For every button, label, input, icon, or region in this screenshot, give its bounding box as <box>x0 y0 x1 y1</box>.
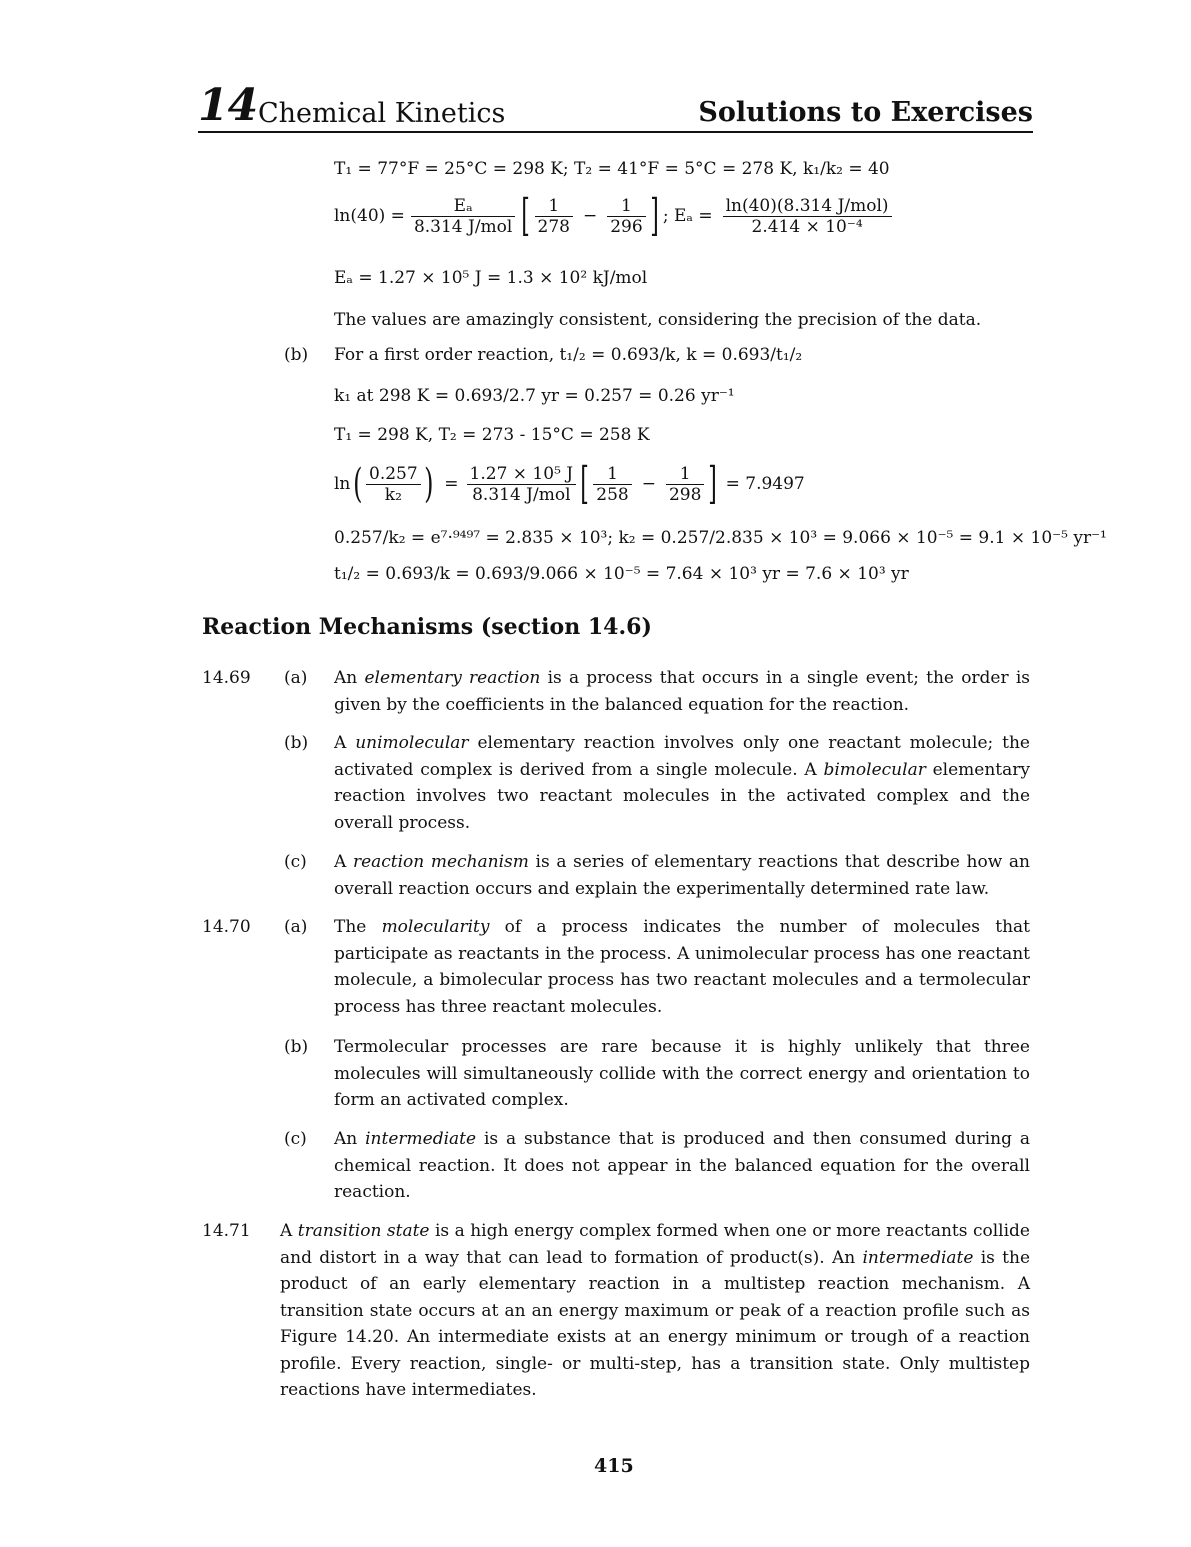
exercise-number: 14.69 <box>202 668 251 688</box>
term-unimolecular: unimolecular <box>355 733 469 753</box>
text-run: A <box>334 733 356 753</box>
k2-line: 0.257/k₂ = e⁷·⁹⁴⁹⁷ = 2.835 × 10³; k₂ = 0.257/2.835 × 10³ = 9.066 × 10⁻⁵ = 9.1 × 10⁻⁵ yr⁻¹ <box>334 528 1107 548</box>
section-heading: Reaction Mechanisms (section 14.6) <box>202 614 652 640</box>
inv-t1-den: 278 <box>537 216 570 237</box>
term-elementary-reaction: elementary reaction <box>364 668 541 688</box>
ratio-den: k₂ <box>384 484 402 505</box>
half-life-line: t₁/₂ = 0.693/k = 0.693/9.066 × 10⁻⁵ = 7.64 × 10³ yr = 7.6 × 10³ yr <box>334 564 909 584</box>
ea-fraction-den: 8.314 J/mol <box>413 216 513 237</box>
text-run: is a high energy complex formed when one or more reactants collide and distort in a way that can lead to formation of product(s). An <box>280 1221 1030 1268</box>
text-run: elementary reaction involves two reactant molecules in the activated complex and the overall process. <box>334 759 1030 833</box>
item-label: (c) <box>284 1129 307 1149</box>
ratio-num: 0.257 <box>366 464 421 485</box>
left-bracket-b: [ <box>580 458 589 509</box>
item-label: (c) <box>284 852 307 872</box>
ea-result-fraction <box>723 196 892 237</box>
ea-result-num: ln(40)(8.314 J/mol) <box>723 196 892 217</box>
left-bracket: [ <box>521 190 531 241</box>
text-run: is the product of an early elementary reaction in a multistep reaction mechanism. A transition state occurs at an an energy maximum or peak of a reaction profile such as Figure 14.20. An intermediate exists at an energy minimum or trough of a reaction profile. Every reaction, single- or multi-step, has a transition state. Only multistep reactions have intermediates. <box>280 1247 1031 1400</box>
inv-298-den: 298 <box>668 484 702 505</box>
term-molecularity: molecularity <box>381 917 490 937</box>
page-number: 415 <box>594 1455 634 1477</box>
term-bimolecular: bimolecular <box>823 759 926 780</box>
text-run: is a process that occurs in a single event; the order is given by the coefficients in the balanced equation for the reaction. <box>334 668 1030 715</box>
item-label: (a) <box>284 917 308 937</box>
exercise-number: 14.70 <box>202 917 251 937</box>
answer-paragraph <box>334 1126 1030 1206</box>
part-b-label: (b) <box>284 345 309 365</box>
temperature-line: T₁ = 77°F = 25°C = 298 K; T₂ = 41°F = 5°C = 278 K, k₁/k₂ = 40 <box>334 159 890 179</box>
inv-298-fraction <box>666 464 704 505</box>
eq-ln40: ln(40) = <box>334 206 405 226</box>
item-label: (b) <box>284 733 309 753</box>
answer-paragraph <box>334 914 1030 1020</box>
ea-fraction-num: Eₐ <box>411 196 515 217</box>
inverse-t2-fraction <box>607 196 645 237</box>
answer-paragraph <box>280 1218 1030 1404</box>
text-run: The <box>334 917 382 937</box>
answer-paragraph <box>334 730 1030 836</box>
answer-paragraph: Termolecular processes are rare because it is highly unlikely that three molecules will simultaneously collide with the correct energy and orientation to form an activated complex. <box>334 1037 1030 1110</box>
term-transition-state: transition state <box>297 1221 430 1241</box>
text-run: elementary reaction involves only one reactant molecule; the activated complex is derived from a single molecule. A <box>334 733 1030 780</box>
energy-den: 8.314 J/mol <box>472 484 571 505</box>
inv-t2-den: 296 <box>610 216 643 237</box>
inv-258-den: 258 <box>596 484 629 505</box>
eq-ln: ln <box>334 474 351 494</box>
left-paren: ( <box>353 461 363 507</box>
running-header-title: Solutions to Exercises <box>698 97 1033 128</box>
inv-t2-num: 1 <box>607 196 645 217</box>
text-run: An <box>334 1129 366 1149</box>
text-run: of a process indicates the number of molecules that participate as reactants in the process. A unimolecular process has one reactant molecule, a bimolecular process has two reactant molecules and a termolecular process has three reactant molecules. <box>334 917 1030 1017</box>
right-bracket-b: ] <box>708 458 718 509</box>
answer-paragraph <box>334 849 1030 902</box>
temperatures-b-line: T₁ = 298 K, T₂ = 273 - 15°C = 258 K <box>334 425 650 445</box>
text-run: A <box>334 852 353 872</box>
k1-line: k₁ at 298 K = 0.693/2.7 yr = 0.257 = 0.26 yr⁻¹ <box>334 386 735 406</box>
inv-298-num: 1 <box>666 464 704 485</box>
ea-result-line: Eₐ = 1.27 × 10⁵ J = 1.3 × 10² kJ/mol <box>334 268 648 288</box>
eq-result: = 7.9497 <box>725 474 805 494</box>
text-run: is a series of elementary reactions that describe how an overall reaction occurs and explain the experimentally determined rate law. <box>334 852 1030 899</box>
eq-equals: = <box>444 474 459 494</box>
exercise-number: 14.71 <box>202 1221 251 1241</box>
item-label: (a) <box>284 668 308 688</box>
inv-258-num: 1 <box>593 464 631 485</box>
inv-t1-num: 1 <box>535 196 573 217</box>
right-paren: ) <box>423 461 434 507</box>
text-run: is a substance that is produced and then consumed during a chemical reaction. It does not appear in the balanced equation for the overall reaction. <box>334 1129 1030 1202</box>
chapter-title: Chemical Kinetics <box>258 98 506 129</box>
ratio-fraction <box>366 464 421 505</box>
energy-num: 1.27 × 10⁵ J <box>467 464 577 485</box>
text-run: An <box>334 668 365 688</box>
term-reaction-mechanism: reaction mechanism <box>352 852 529 872</box>
consistency-note: The values are amazingly consistent, considering the precision of the data. <box>334 310 982 330</box>
text-run: A <box>280 1221 298 1241</box>
item-label: (b) <box>284 1037 309 1057</box>
ea-equals: ; Eₐ = <box>662 206 713 226</box>
answer-paragraph <box>334 665 1030 718</box>
right-bracket: ] <box>649 190 659 241</box>
header-rule <box>198 131 1033 133</box>
arrhenius-equation <box>334 458 805 509</box>
inv-258-fraction <box>593 464 631 505</box>
chapter-number: 14 <box>198 80 258 131</box>
ea-fraction <box>411 196 515 237</box>
ea-result-den: 2.414 × 10⁻⁴ <box>751 216 863 237</box>
term-intermediate: intermediate <box>365 1129 477 1149</box>
minus-sign: − <box>582 206 598 226</box>
inverse-t1-fraction <box>535 196 573 237</box>
first-order-line: For a first order reaction, t₁/₂ = 0.693/k, k = 0.693/t₁/₂ <box>334 345 803 365</box>
activation-energy-equation <box>334 190 892 241</box>
minus-sign-b: − <box>641 474 656 494</box>
term-intermediate: intermediate <box>862 1247 974 1268</box>
energy-fraction <box>467 464 577 505</box>
